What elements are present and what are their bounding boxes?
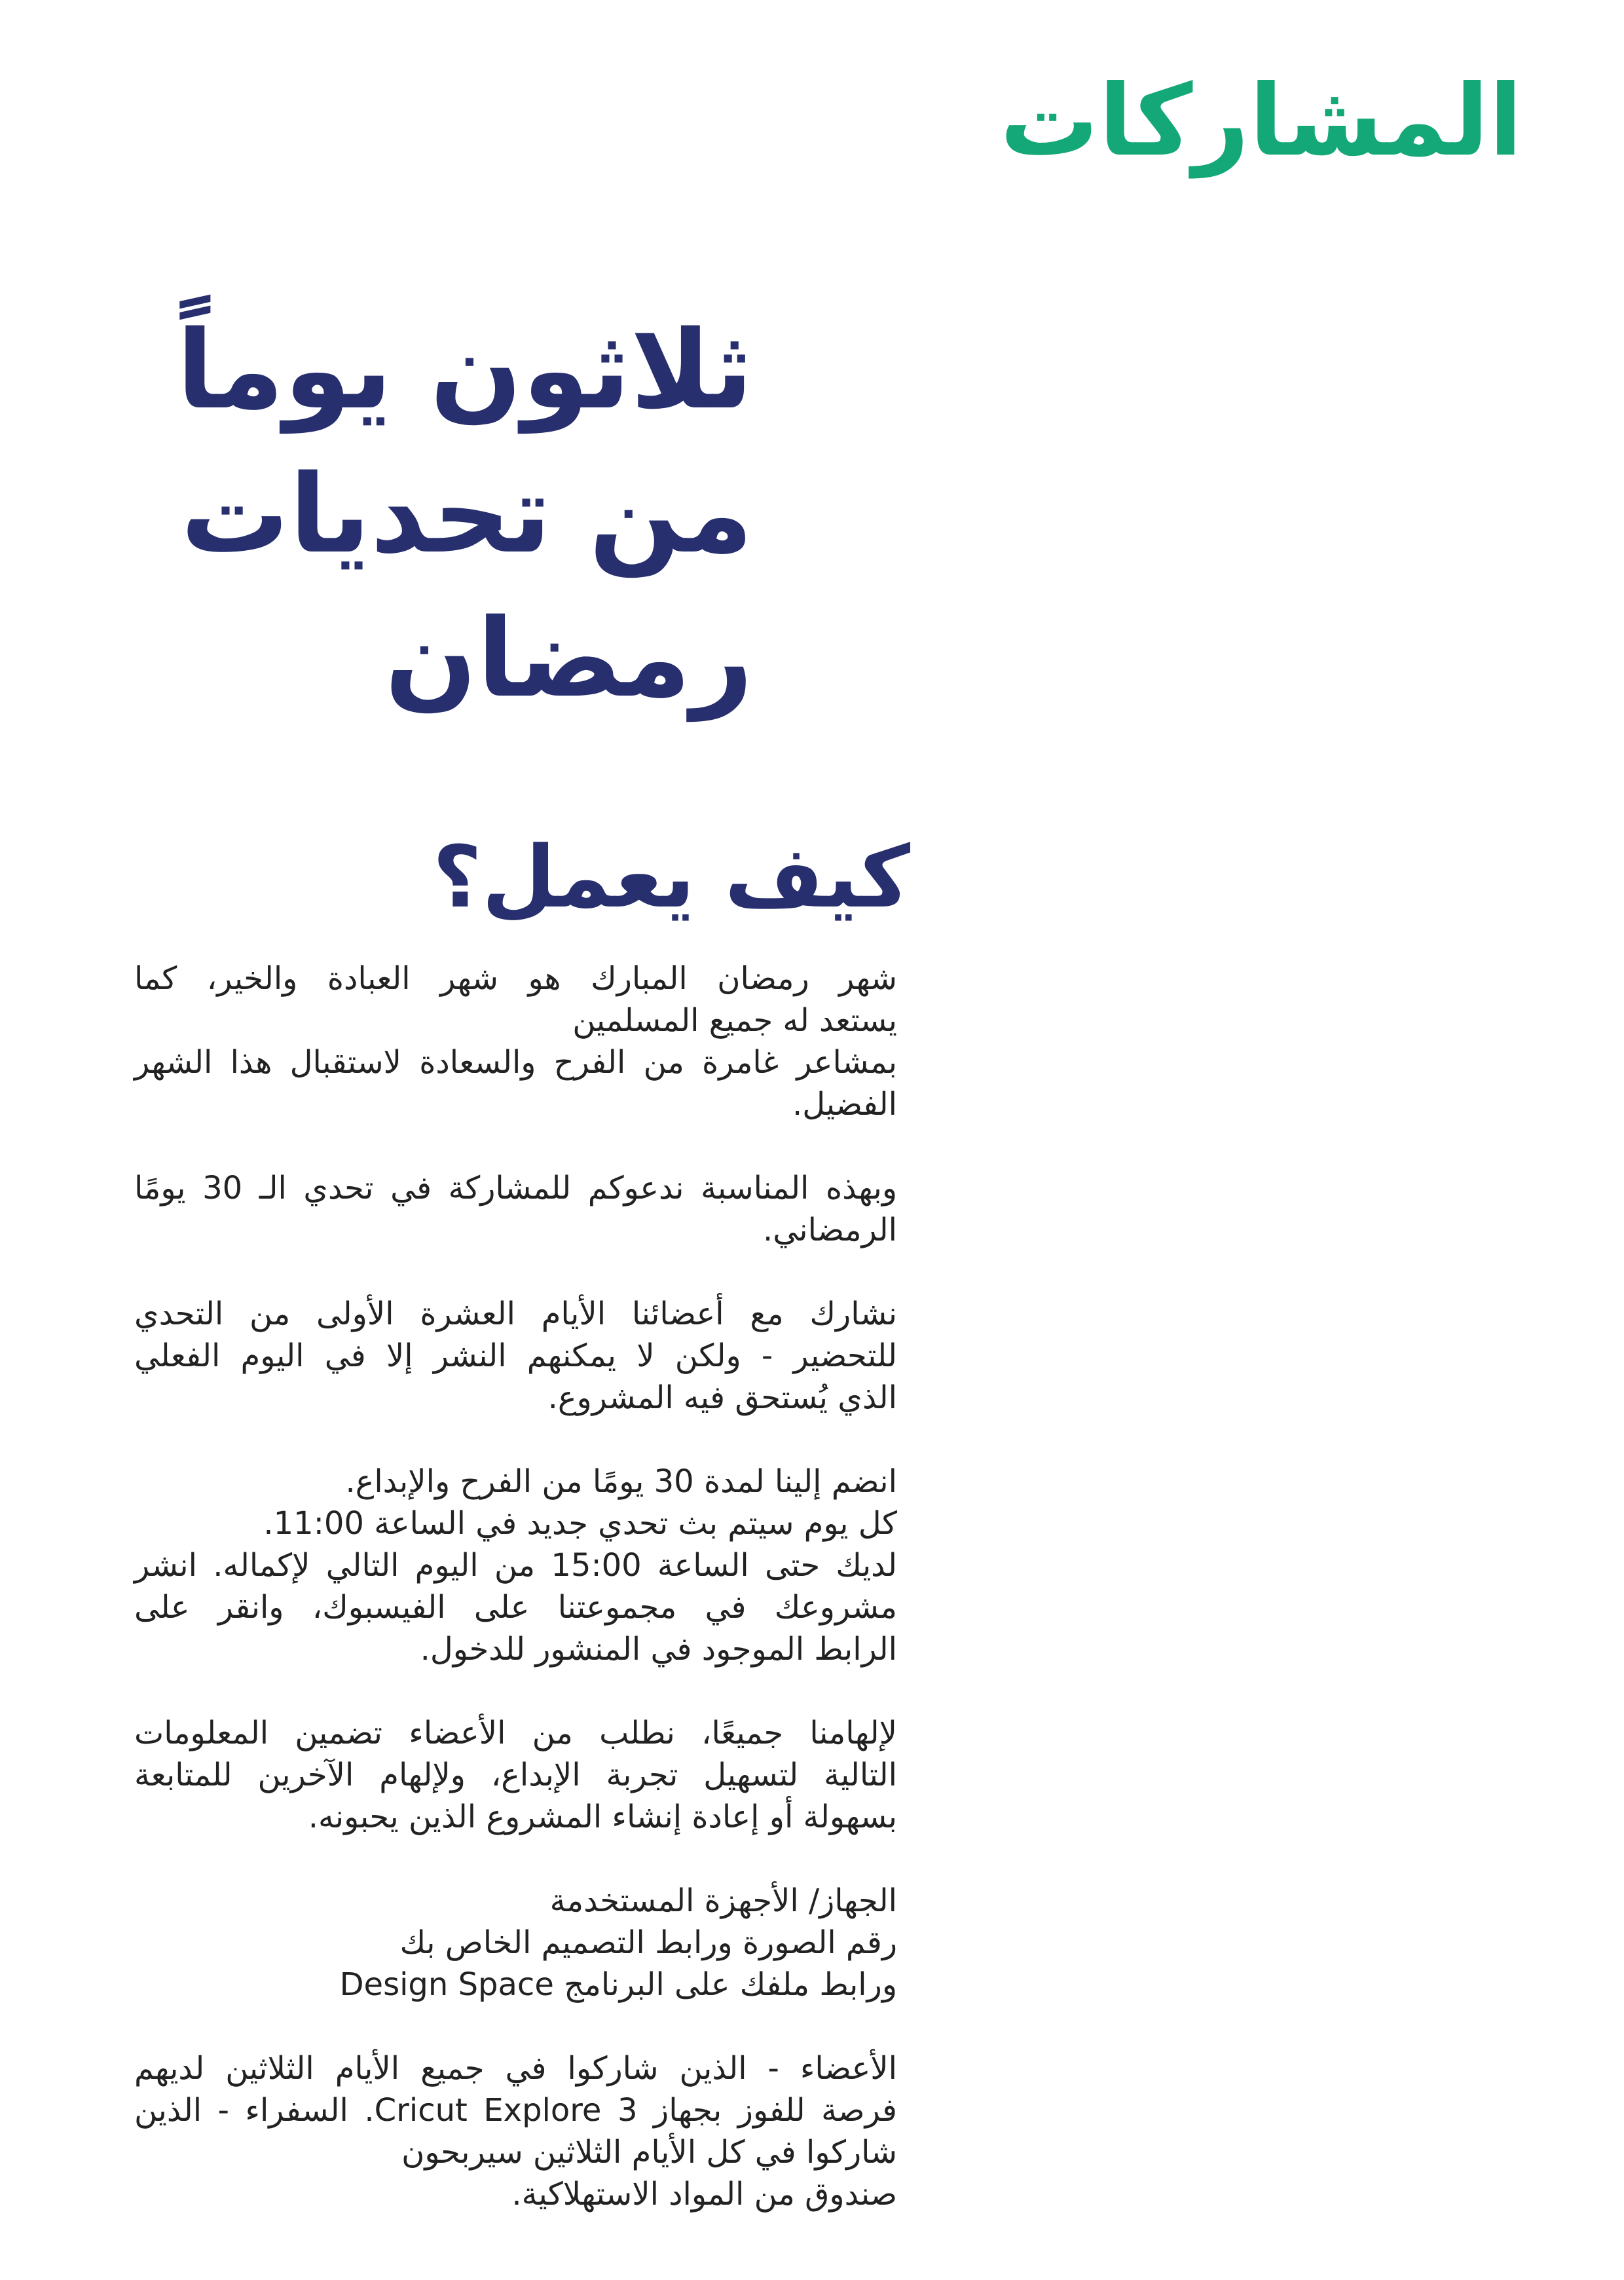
paragraph-line: التالية لتسهيل تجربة الإبداع، ولإلهام الآخرين للمتابعة [134, 1757, 897, 1793]
main-title [131, 298, 753, 730]
paragraph-line: شهر رمضان المبارك هو شهر العبادة والخير، كما [134, 960, 897, 997]
paragraph-line: كل يوم سيتم بث تحدي جديد في الساعة 11:00. [263, 1505, 897, 1542]
body-paragraph [134, 1167, 897, 1251]
paragraph-line: صندوق من المواد الاستهلاكية. [511, 2176, 897, 2213]
paragraph-line: بسهولة أو إعادة إنشاء المشروع الذين يحبونه. [308, 1799, 897, 1835]
paragraph-line: يستعد له جميع المسلمين [572, 1002, 897, 1039]
paragraph-line: مشروعك في مجموعتنا على الفيسبوك، وانقر على [134, 1589, 897, 1626]
paragraph-line: للتحضير - ولكن لا يمكنهم النشر إلا في اليوم الفعلي [134, 1337, 897, 1374]
main-title-line: ثلاثون يوماً [176, 307, 753, 433]
paragraph-line: الرابط الموجود في المنشور للدخول. [420, 1631, 897, 1668]
body-paragraph [134, 1712, 897, 1838]
body-paragraph [134, 1293, 897, 1419]
body-paragraph [134, 1880, 897, 2006]
paragraph-line: بمشاعر غامرة من الفرح والسعادة لاستقبال هذا الشهر [134, 1044, 897, 1081]
section-label: المشاركات [1000, 64, 1522, 178]
paragraph-line: وبهذه المناسبة ندعوكم للمشاركة في تحدي الـ 30 يومًا [134, 1170, 897, 1206]
paragraph-line: لديك حتى الساعة 15:00 من اليوم التالي لإكماله. انشر [134, 1547, 897, 1584]
paragraph-line: ورابط ملفك على البرنامج Design Space [339, 1966, 897, 2003]
paragraph-line: الجهاز/ الأجهزة المستخدمة [549, 1882, 897, 1919]
paragraph-line: الرمضاني. [762, 1212, 897, 1248]
paragraph-line: انضم إلينا لمدة 30 يومًا من الفرح والإبداع. [345, 1463, 897, 1500]
paragraph-line: فرصة للفوز بجهاز Cricut Explore 3. السفراء - الذين [134, 2092, 897, 2129]
body-paragraph [134, 2047, 897, 2215]
paragraph-line: الفضيل. [792, 1086, 897, 1123]
paragraph-line: شاركوا في كل الأيام الثلاثين سيربحون [401, 2134, 897, 2171]
main-title-line: من تحديات [181, 451, 753, 577]
body-paragraph [134, 1461, 897, 1670]
body-text [134, 958, 897, 2257]
how-it-works-heading: كيف يعمل؟ [432, 827, 910, 927]
body-paragraph [134, 958, 897, 1125]
paragraph-line: نشارك مع أعضائنا الأيام العشرة الأولى من التحدي [134, 1296, 897, 1332]
main-title-line: رمضان [384, 595, 753, 721]
paragraph-line: الذي يُستحق فيه المشروع. [547, 1379, 897, 1416]
paragraph-line: الأعضاء - الذين شاركوا في جميع الأيام الثلاثين لديهم [134, 2050, 897, 2087]
paragraph-line: رقم الصورة ورابط التصميم الخاص بك [399, 1924, 897, 1961]
paragraph-line: لإلهامنا جميعًا، نطلب من الأعضاء تضمين المعلومات [134, 1715, 897, 1751]
